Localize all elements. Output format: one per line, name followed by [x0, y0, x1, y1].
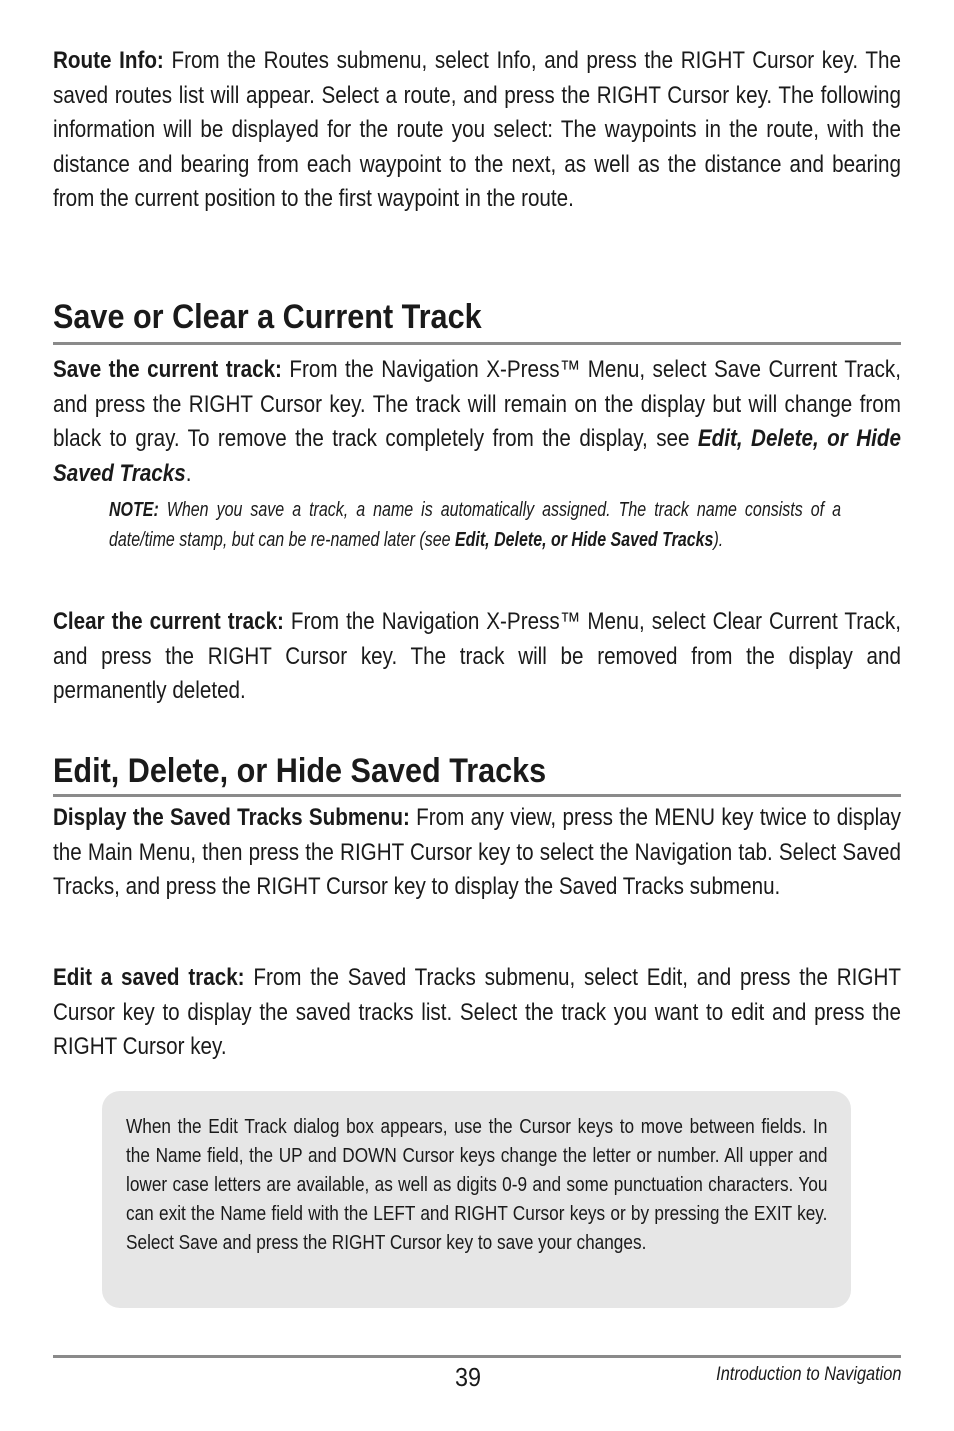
page-number: 39 [455, 1362, 482, 1392]
edit-tracks-reference: Edit, Delete, or Hide Saved Tracks [53, 425, 901, 487]
note-reference: Edit, Delete, or Hide Saved Tracks [454, 529, 714, 551]
display-submenu-label: Display the Saved Tracks Submenu: [53, 804, 410, 831]
route-info-text: From the Routes submenu, select Info, and press the RIGHT Cursor key. The saved routes list will appear. Select a route, and press the RIGHT Cursor key. The following information will be displayed for the route you select: The waypoints in the route, with the distance and bearing from each waypoint to the next, as well as the distance and bearing from the current position to the first waypoint in the route. [53, 47, 901, 212]
clear-track-text: From the Navigation X-Press™ Menu, select Clear Current Track, and press the RIGHT Cursor key. The track will be removed from the display and permanently deleted. [53, 608, 901, 704]
display-submenu-paragraph [53, 801, 901, 939]
page-content [53, 44, 901, 1065]
clear-track-paragraph [53, 605, 901, 713]
save-track-label: Save the current track: [53, 356, 282, 383]
edit-track-label: Edit a saved track: [53, 964, 245, 991]
display-submenu-text: From any view, press the MENU key twice to display the Main Menu, then press the RIGHT Cursor key to select the Navigation tab. Select Saved Tracks, and press the RIGHT Cursor key to display the Saved Tracks submenu. [53, 804, 901, 900]
note-end: ). [713, 529, 724, 551]
edit-track-text: From the Saved Tracks submenu, select Edit, and press the RIGHT Cursor key to display the saved tracks list. Select the track you want to edit and press the RIGHT Cursor key. [53, 964, 901, 1060]
footer-rule [53, 1355, 901, 1358]
note-text: When you save a track, a name is automatically assigned. The track name consists of a date/time stamp, but can be re-named later (see [109, 499, 841, 551]
note-paragraph [109, 495, 841, 585]
section-rule [53, 794, 901, 797]
save-track-text: From the Navigation X-Press™ Menu, select Save Current Track, and press the RIGHT Cursor key. The track will remain on the display but will change from black to gray. To remove the track completely from the display, see [53, 356, 901, 452]
route-info-label: Route Info: [53, 47, 164, 74]
clear-track-label: Clear the current track: [53, 608, 284, 635]
edit-track-paragraph [53, 961, 901, 1065]
edit-track-info-box [102, 1091, 851, 1308]
info-box-text: When the Edit Track dialog box appears, use the Cursor keys to move between fields. In the Name field, the UP and DOWN Cursor keys change the letter or number. All upper and lower case letters are available, as well as digits 0-9 and some punctuation characters. You can exit the Name field with the LEFT and RIGHT Cursor keys or by pressing the EXIT key. Select Save and press the RIGHT Cursor key to save your changes. [126, 1115, 828, 1254]
note-label: NOTE: [109, 499, 159, 521]
section-heading-edit-delete-hide: Edit, Delete, or Hide Saved Tracks [53, 752, 547, 790]
section-rule [53, 342, 901, 345]
section-heading-save-clear: Save or Clear a Current Track [53, 298, 482, 336]
route-info-paragraph [53, 44, 901, 251]
save-track-end: . [185, 459, 192, 487]
save-track-paragraph [53, 353, 901, 495]
footer-chapter-title: Introduction to Navigation [715, 1364, 901, 1385]
